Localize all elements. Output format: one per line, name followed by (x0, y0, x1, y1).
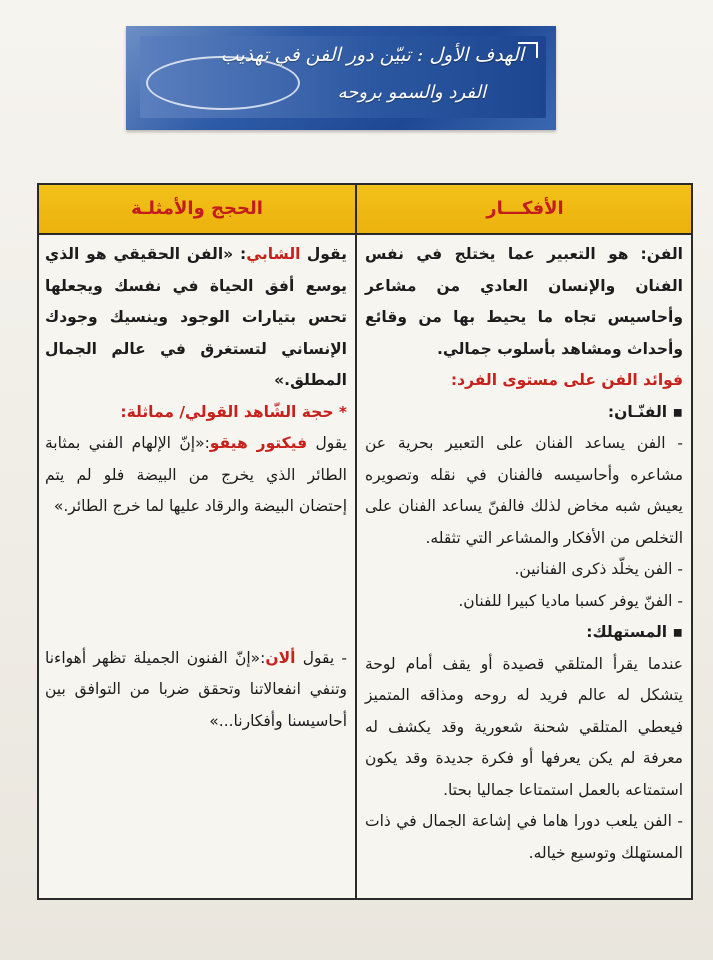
arguments-column (45, 239, 347, 737)
art-definition-term: الفن: (640, 245, 683, 263)
ideas-column (365, 239, 683, 869)
benefits-title: فوائد الفن على مستوى الفرد: (450, 371, 683, 389)
artist-benefit-3: - الفنّ يوفر كسبا ماديا كبيرا للفنان. (458, 591, 683, 610)
column-divider (355, 185, 357, 898)
alain-quote: :«إنّ الفنون الجميلة تظهر أهواءنا وتنفي انفعالاتنا وتحقق ضربا من التوافق بين أحاسيسنا وأفكارنا...» (45, 648, 347, 730)
banner-inner (140, 36, 546, 118)
shabbi-intro: يقول (306, 245, 347, 263)
hugo-intro: يقول (315, 434, 347, 452)
consumer-title: ▪ المستهلك: (586, 623, 683, 641)
shabbi-quote-block (45, 239, 347, 397)
shabbi-quote: : «الفن الحقيقي هو الذي يوسع أفق الحياة في نفسك ويجعلها تحس بتيارات الوجود وينسيك وجودك الإنساني لتستغرق في عالم الجمال المطلق.» (45, 245, 347, 389)
art-definition-text: هو التعبير عما يختلج في نفس الفنان والإنسان العادي من مشاعر وأحاسيس تجاه ما يحيط بها من وقائع وأحداث ومشاهد بأسلوب جمالي. (365, 245, 683, 358)
table-header-row (39, 185, 691, 235)
artist-title: ▪ الفنّـان: (607, 402, 683, 421)
shabbi-name: الشابي (246, 245, 301, 263)
banner-title-line-1: الهدف الأول : تبيّن دور الفن في تهذيب (220, 44, 524, 66)
header-arguments: الحجج والأمثلـة (131, 198, 263, 219)
artist-benefit-2: - الفن يخلّد ذكرى الفنانين. (514, 560, 683, 578)
hugo-name: فيكتور هيقو (209, 434, 308, 452)
alain-intro: - يقول (302, 648, 347, 667)
consumer-benefit-1: عندما يقرأ المتلقي قصيدة أو يقف أمام لوحة يتشكل له عالم فريد له روحه ومذاقه المتميز فيعطي المتلقي شحنة شعورية وقد يكشف له معرفة لم يكن يعرفها أو فكرة جديدة وقد يكون استمتاعه بالعمل استمتاعا جماليا بحتا. (365, 654, 683, 799)
spacer (45, 523, 347, 643)
alain-quote-block (45, 643, 347, 738)
header-ideas: الأفكـــار (486, 198, 564, 219)
objective-banner (126, 26, 556, 130)
hugo-quote: :«إنّ الإلهام الفني بمثابة الطائر الذي يخرج من البيضة فلو لم يتم إحتضان البيضة والرقاد عليها لما خرج الطائر.» (45, 434, 347, 515)
banner-title-line-2: الفرد والسمو بروحه (337, 82, 486, 103)
alain-name: ألان (265, 648, 296, 667)
ideas-arguments-table (37, 183, 693, 900)
art-definition (365, 239, 683, 365)
hugo-quote-block (45, 428, 347, 523)
witness-argument-title: * حجة الشّاهد القولي/ مماثلة: (120, 402, 347, 421)
artist-benefit-1: - الفن يساعد الفنان على التعبير بحرية عن مشاعره وأحاسيسه فالفنان في نقله وتصويره يعيش شبه مخاض لذلك فالفنّ يساعد الفنان على التخلص من الأفكار والمشاعر التي تثقله. (365, 434, 683, 547)
consumer-benefit-2: - الفن يلعب دورا هاما في إشاعة الجمال في ذات المستهلك وتوسيع خياله. (365, 812, 683, 862)
